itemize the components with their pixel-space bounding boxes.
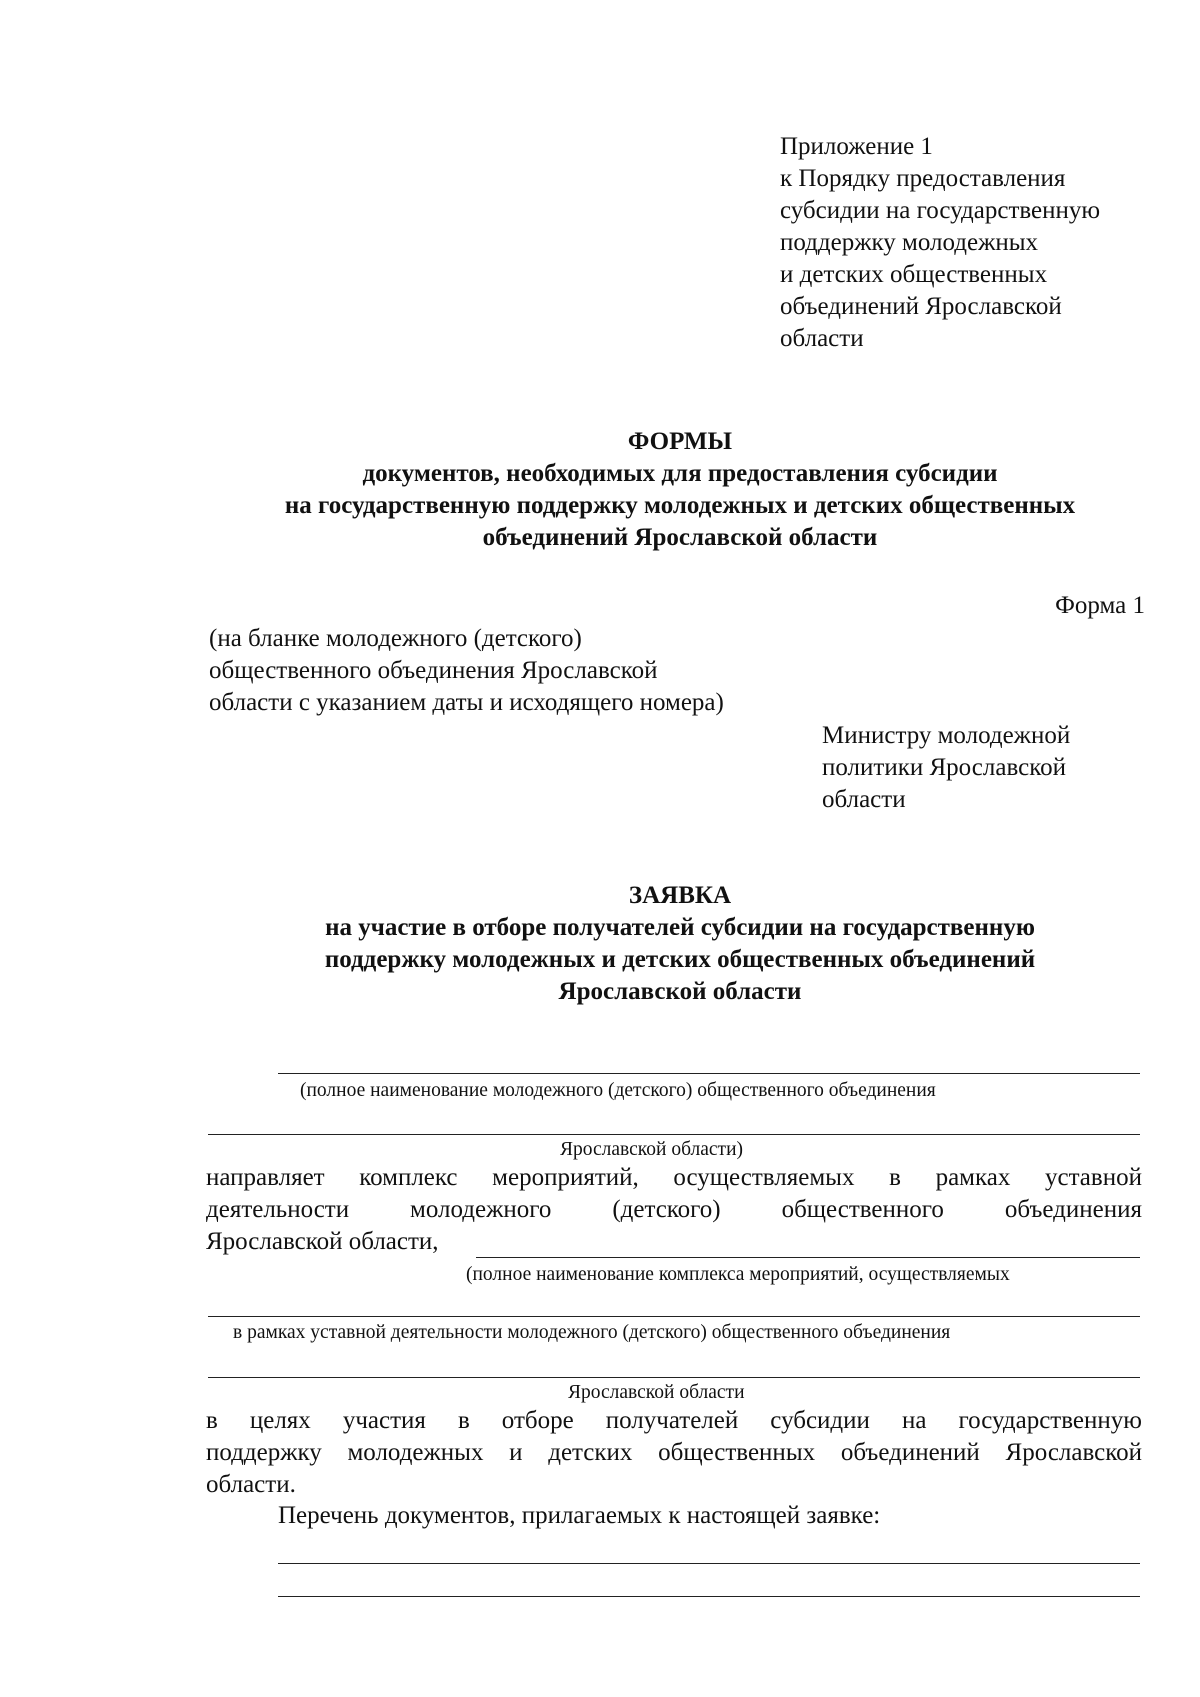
word: в — [457, 1407, 470, 1434]
word: общественного — [781, 1196, 944, 1223]
purpose-line-3: области. — [206, 1471, 296, 1498]
addressee-line: Министру молодежной — [822, 722, 1071, 749]
blank-line — [278, 1073, 1140, 1074]
word: в — [889, 1164, 901, 1191]
word: уставной — [1044, 1164, 1142, 1191]
word: участия — [342, 1407, 426, 1434]
caption-complex-3: Ярославской области — [568, 1382, 745, 1403]
sends-line-3: Ярославской области, — [206, 1228, 439, 1255]
word: получателей — [605, 1407, 739, 1434]
appendix-block — [780, 131, 1100, 355]
blank-line — [278, 1563, 1140, 1564]
word: поддержку — [206, 1439, 322, 1466]
addressee-block — [822, 720, 1070, 816]
application-heading-line: Ярославской области — [558, 978, 802, 1005]
appendix-line: поддержку молодежных — [780, 229, 1039, 256]
addressee-line: области — [822, 786, 906, 813]
forms-heading-line: на государственную поддержку молодежных и детских общественных — [284, 492, 1076, 519]
caption-full-name-1: (полное наименование молодежного (детского) общественного объединения — [300, 1080, 936, 1101]
word: рамках — [935, 1164, 1011, 1191]
word: детских — [548, 1439, 633, 1466]
blank-line — [208, 1377, 1140, 1378]
letterhead-note — [209, 623, 724, 719]
caption-complex-2: в рамках уставной деятельности молодежного (детского) общественного объединения — [233, 1322, 951, 1343]
application-heading-line: поддержку молодежных и детских общественных объединений — [324, 946, 1036, 973]
word: комплекс — [359, 1164, 458, 1191]
letterhead-note-line: области с указанием даты и исходящего номера) — [209, 689, 724, 716]
caption-complex-1: (полное наименование комплекса мероприятий, осуществляемых — [466, 1264, 1010, 1285]
application-heading — [180, 880, 1180, 1008]
purpose-line-2 — [206, 1437, 1142, 1469]
form-label: Форма 1 — [1055, 592, 1145, 619]
word: молодежных — [347, 1439, 484, 1466]
word: государственную — [958, 1407, 1142, 1434]
forms-heading-line: документов, необходимых для предоставления субсидии — [362, 460, 998, 487]
blank-line — [278, 1596, 1140, 1597]
application-title: ЗАЯВКА — [628, 882, 732, 909]
blank-line — [208, 1316, 1140, 1317]
sends-paragraph — [206, 1162, 1142, 1258]
forms-heading-line: объединений Ярославской области — [482, 524, 878, 551]
word: направляет — [206, 1164, 325, 1191]
application-heading-line: на участие в отборе получателей субсидии на государственную — [325, 914, 1035, 941]
letterhead-note-line: (на бланке молодежного (детского) — [209, 625, 582, 652]
word: на — [901, 1407, 927, 1434]
appendix-line: Приложение 1 — [780, 133, 933, 160]
appendix-line: области — [780, 325, 864, 352]
word: Ярославской — [1005, 1439, 1142, 1466]
letterhead-note-line: общественного объединения Ярославской — [209, 657, 658, 684]
caption-full-name-2: Ярославской области) — [560, 1139, 744, 1160]
forms-heading — [180, 426, 1180, 554]
word: (детского) — [612, 1196, 721, 1223]
word: в — [206, 1407, 218, 1434]
documents-list-label: Перечень документов, прилагаемых к настоящей заявке: — [278, 1502, 881, 1529]
word: целях — [249, 1407, 311, 1434]
word: объединения — [1004, 1196, 1142, 1223]
blank-line — [476, 1257, 1140, 1258]
addressee-line: политики Ярославской — [822, 754, 1066, 781]
appendix-line: и детских общественных — [780, 261, 1048, 288]
sends-line-1 — [206, 1162, 1142, 1194]
appendix-line: субсидии на государственную — [780, 197, 1101, 224]
word: осуществляемых — [673, 1164, 855, 1191]
appendix-line: объединений Ярославской — [780, 293, 1062, 320]
word: объединений — [840, 1439, 980, 1466]
word: субсидии — [770, 1407, 870, 1434]
purpose-paragraph — [206, 1405, 1142, 1501]
word: отборе — [501, 1407, 574, 1434]
word: мероприятий, — [492, 1164, 639, 1191]
blank-line — [208, 1134, 1140, 1135]
word: деятельности — [206, 1196, 350, 1223]
appendix-line: к Порядку предоставления — [780, 165, 1066, 192]
sends-line-2 — [206, 1194, 1142, 1226]
word: и — [509, 1439, 523, 1466]
word: общественных — [658, 1439, 816, 1466]
word: молодежного — [410, 1196, 552, 1223]
purpose-line-1 — [206, 1405, 1142, 1437]
forms-title: ФОРМЫ — [627, 428, 733, 455]
